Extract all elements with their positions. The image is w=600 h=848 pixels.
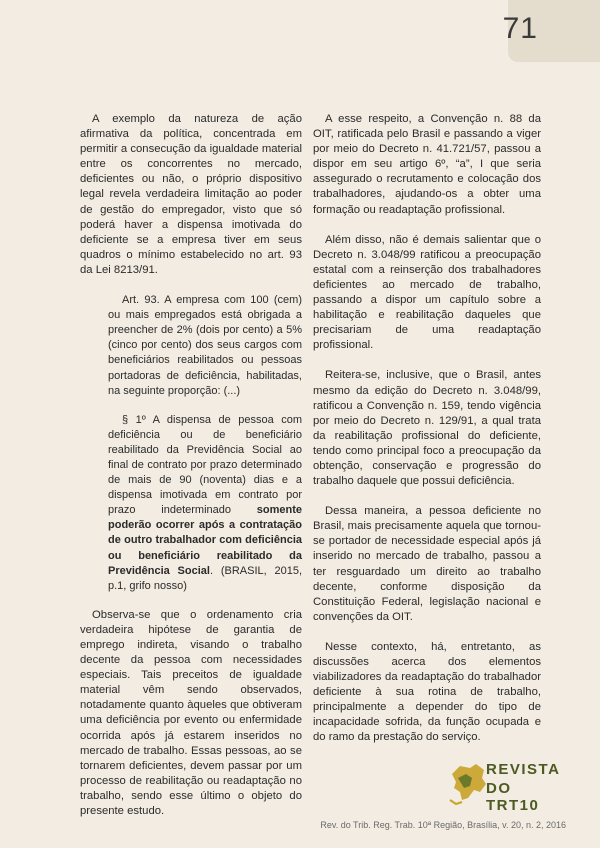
legal-quote: § 1º A dispensa de pessoa com deficiência ou de beneficiário reabilitado da Previdência Social ao final de contrato por prazo determinado de mais de 90 (noventa) dias e a dispensa imotivada em contrato por prazo indeterminado somente poderão ocorrer após a contratação de outro trabalhador com deficiência ou beneficiário reabilitado da Previdência Social. (BRASIL, 2015, p.1, grifo nosso) [108, 413, 303, 592]
map-icon [446, 760, 490, 808]
paragraph: Além disso, não é demais salientar que o Decreto n. 3.048/99 ratificou a preocupação estatal com a reinserção dos trabalhadores deficientes ao mercado de trabalho, passando a dispor um capítulo sobre a habilitação e reabilitação daqueles que precisariam de uma readaptação profissional. [313, 233, 541, 352]
right-column [313, 112, 541, 761]
emphasis-text: somente poderão ocorrer após a contratação de outro trabalhador com deficiência ou beneficiário reabilitado da Previdência Social [108, 504, 302, 577]
left-column [80, 112, 302, 834]
paragraph: A exemplo da natureza de ação afirmativa da política, concentrada em permitir a consecução da igualdade material entre os concorrentes no mercado, deficientes ou não, o próprio dispositivo legal revela verdadeira limitação ao poder de gestão do empregador, visto que só poderá haver a dispensa imotivada do deficiente se a empresa tiver em seus quadros o mínimo estabelecido no art. 93 da Lei 8213/91. [80, 113, 302, 276]
footer-citation: Rev. do Trib. Reg. Trab. 10ª Região, Brasília, v. 20, n. 2, 2016 [320, 820, 566, 830]
paragraph: A esse respeito, a Convenção n. 88 da OIT, ratificada pelo Brasil e passando a viger por meio do Decreto n. 41.721/57, passou a dispor em seu artigo 6º, “a”, I que seria assegurado o recrutamento e colocação dos trabalhadores, ajudando-os a obter uma formação ou readaptação profissional. [313, 113, 541, 216]
paragraph: Observa-se que o ordenamento cria verdadeira hipótese de garantia de emprego indireta, visando o trabalho decente da pessoa com necessidades especiais. Tais preceitos de igualdade material vêm sendo observados, notadamente quanto àqueles que obtiveram uma deficiência por evento ou enfermidade ocorrida após já estarem inseridos no mercado de trabalho. Essas pessoas, ao se tornarem deficientes, devem passar por um processo de reabilitação ou readaptação no trabalho, sendo esse último o objeto do presente estudo. [80, 608, 302, 818]
paragraph: Nesse contexto, há, entretanto, as discussões acerca dos elementos viabilizadores da readaptação do trabalhador deficiente à sua rotina de trabalho, principalmente a depender do tipo de incapacidade sofrida, da função ocupada e do ramo da prestação do serviço. [313, 640, 541, 744]
legal-quote: Art. 93. A empresa com 100 (cem) ou mais empregados está obrigada a preencher de 2% (dois por cento) a 5% (cinco por cento) dos seus cargos com beneficiários reabilitados ou pessoas portadoras de deficiência, habilitadas, na seguinte proporção: (...) [108, 294, 302, 397]
page-number: 71 [502, 12, 538, 45]
logo-text: REVISTA [486, 761, 561, 778]
journal-logo [446, 758, 564, 814]
logo-text: DO TRT10 [486, 780, 540, 814]
paragraph: Reitera-se, inclusive, que o Brasil, antes mesmo da edição do Decreto n. 3.048/99, ratificou a Convenção n. 159, tendo vigência por meio do Decreto n. 129/91, a qual trata da reabilitação profissional do deficiente, tendo como principal foco a preocupação da obtenção, conservação e progressão do trabalho daquele que possui deficiência. [313, 369, 541, 488]
paragraph: Dessa maneira, a pessoa deficiente no Brasil, mais precisamente aquela que tornou-se portador de necessidade especial após já inserido no mercado de trabalho, passou a ter resguardado um direito ao trabalho decente, conforme disposição da Constituição Federal, legislação nacional e convenções da OIT. [313, 505, 541, 623]
